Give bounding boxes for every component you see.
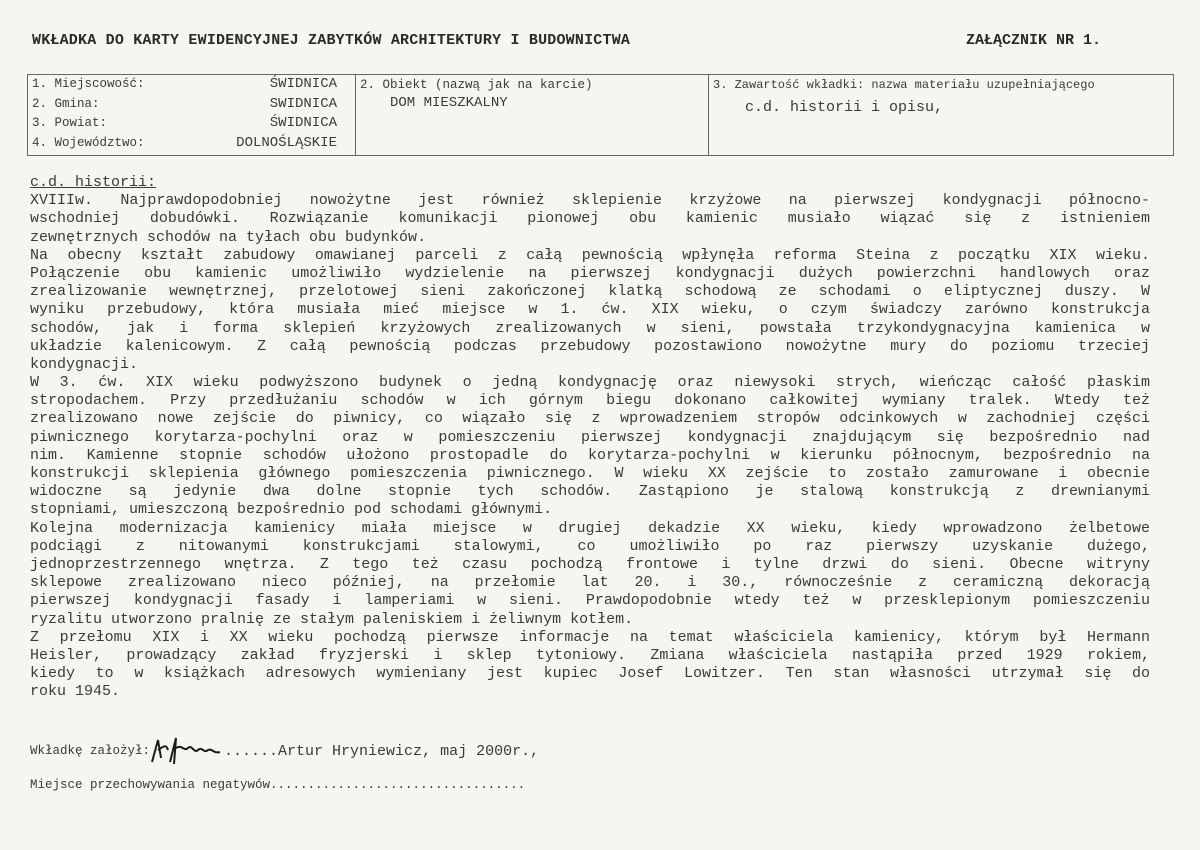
history-line: roku 1945. [30, 683, 121, 701]
history-line: nim. Kamienne stopnie schodów ułożono prostopadle do korytarza-pochylni w kierunku północnym, bezpośrednio na [30, 446, 1150, 464]
history-line: widoczne są jedynie dwa dolne stopnie tych schodów. Zastąpiono je stalową konstrukcją z drewnianymi [30, 483, 1150, 501]
negatives-storage-line: Miejsce przechowywania negatywów.................................. [30, 778, 526, 792]
object-label: 2. Obiekt (nazwą jak na karcie) [360, 78, 593, 92]
history-line: stropodachem. Przy przedłużaniu schodów w ich górnym biegu dokonano całkowitej wymiany tralek. Wtedy też [30, 392, 1150, 410]
history-line: kiedy to w książkach adresowych wymieniany jest kupiec Josef Lowitzer. Ten stan własności utrzymał się do [30, 665, 1150, 683]
content-value: c.d. historii i opisu, [745, 99, 944, 116]
history-line: zrealizowanie wewnętrznej, przelotowej sieni zakończonej klatką schodową ze schodami o eliptycznej duszy. W [30, 283, 1150, 301]
history-line: Z przełomu XIX i XX wieku pochodzą pierwsze informacje na temat właściciela kamienicy, którym był Hermann [30, 628, 1150, 646]
history-line: schodów, jak i forma sklepień krzyżowych zrealizowanych w sieni, powstała trzykondygnacyjna kamienica w [30, 319, 1150, 337]
history-line: układzie kalenicowym. Z całą pewnością podczas przebudowy pozostawiono nowożytne mury do poziomu trzeciej [30, 337, 1150, 355]
history-line: wyniku przebudowy, która musiała mieć miejsce w 1. ćw. XIX wieku, o czym świadczy zarówno konstrukcja [30, 301, 1150, 319]
history-line: pierwszej kondygnacji fasady i lamperiami w sieni. Prawdopodobnie wtedy też w przesklepionym pomieszczeniu [30, 592, 1150, 610]
object-value: DOM MIESZKALNY [390, 95, 508, 111]
history-line: konstrukcji sklepienia głównego pomieszczenia piwnicznego. W wieku XX zejście to zostało zamurowane i obecnie [30, 465, 1150, 482]
created-by-label: Wkładkę założył: [30, 744, 151, 758]
history-section [30, 174, 1150, 701]
history-body [30, 192, 1150, 701]
location-row [28, 75, 355, 95]
history-line: piwnicznego korytarza-pochylni oraz w pomieszczeniu pierwszej kondygnacji znajdującym się bezpośrednio nad [30, 428, 1150, 446]
created-by-value: ......Artur Hryniewicz, maj 2000r., [224, 742, 540, 760]
signature-icon [148, 736, 226, 766]
field-label: 2. Gmina: [32, 96, 100, 111]
history-line: stopniami, umieszczoną bezpośrednio pod schodami głównymi. [30, 501, 553, 519]
history-line: W 3. ćw. XIX wieku podwyższono budynek o jedną kondygnację oraz niewysoki strych, wieńcząc całość płaskim [30, 374, 1150, 392]
history-line: sklepowe zrealizowano nieco później, na przełomie lat 20. i 30., równocześnie z ceramiczną dekoracją [30, 574, 1150, 592]
field-label: 3. Powiat: [32, 116, 108, 130]
annex-number: ZAŁĄCZNIK NR 1. [966, 32, 1102, 49]
content-column [709, 75, 1173, 155]
history-line: Heisler, prowadzący zakład fryzjerski i sklep tytoniowy. Zmiana właściciela nastąpiła przed 1929 rokiem, [30, 646, 1150, 664]
history-line: podciągi z nitowanymi konstrukcjami stalowymi, co umożliwiło po raz pierwszy uzyskanie dużego, [30, 537, 1150, 555]
location-row [28, 95, 355, 115]
history-line: Na obecny kształt zabudowy omawianej parceli z całą pewnością wpłynęła reforma Steina z początku XIX wieku. [30, 246, 1150, 264]
field-value: SWIDNICA [269, 95, 337, 112]
document-title: WKŁADKA DO KARTY EWIDENCYJNEJ ZABYTKÓW ARCHITEKTURY I BUDOWNICTWA [32, 32, 631, 49]
field-value: ŚWIDNICA [269, 115, 337, 131]
history-line: Kolejna modernizacja kamienicy miała miejsce w drugiej dekadzie XX wieku, kiedy wprowadzono żelbetowe [30, 519, 1150, 537]
location-row [28, 134, 355, 154]
content-label: 3. Zawartość wkładki: nazwa materiału uzupełniającego [713, 78, 1095, 92]
history-line: zrealizowano nowe zejście do piwnicy, co wiązało się z wprowadzeniem stropów odcinkowych w zachodniej części [30, 410, 1150, 428]
field-value: DOLNOŚLĄSKIE [236, 134, 337, 151]
history-heading: c.d. historii: [30, 174, 157, 191]
history-line: zewnętrznych schodów na tyłach obu budynków. [30, 228, 427, 246]
history-line: XVIIIw. Najprawdopodobniej nowożytne jest również sklepienie krzyżowe na pierwszej kondygnacji północno- [30, 192, 1150, 210]
created-by-line [30, 736, 539, 766]
object-column [356, 75, 709, 155]
history-line: wschodniej dobudówki. Rozwiązanie komunikacji pionowej obu kamienic musiało wiązać się z istnieniem [30, 210, 1150, 228]
field-value: ŚWIDNICA [269, 76, 337, 92]
location-column [28, 75, 356, 155]
info-box [27, 74, 1174, 156]
location-row [28, 114, 355, 134]
history-line: ryzalitu utworzono pralnię ze stałym paleniskiem i żeliwnym kotłem. [30, 610, 634, 628]
field-label: 4. Województwo: [32, 135, 145, 150]
field-label: 1. Miejscowość: [32, 77, 145, 91]
history-line: kondygnacji. [30, 355, 139, 373]
history-line: jednoprzestrzennego wnętrza. Z tego też czasu pochodzą frontowe i tylne drzwi do sieni. Obecne witryny [30, 555, 1150, 573]
history-line: Połączenie obu kamienic umożliwiło wydzielenie na pierwszej kondygnacji dużych powierzchni handlowych oraz [30, 264, 1150, 282]
